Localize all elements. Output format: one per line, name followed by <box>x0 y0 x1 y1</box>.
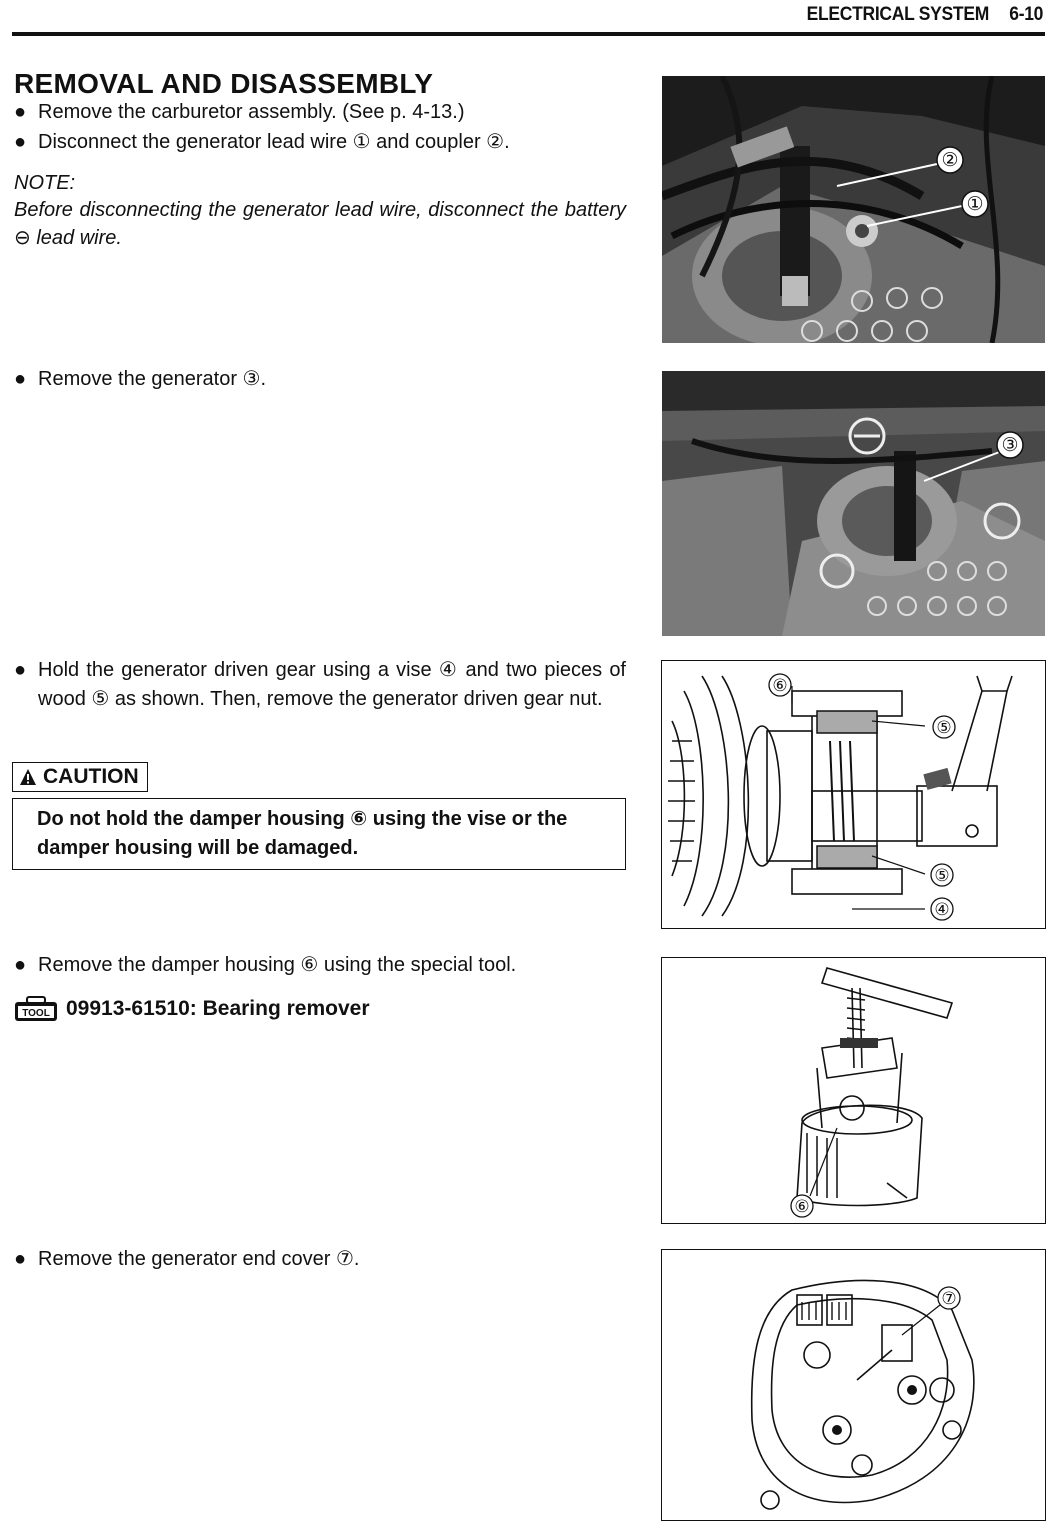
figure-bearing-remover-drawing <box>661 957 1046 1224</box>
header-rule <box>12 32 1045 36</box>
bullet-icon: ● <box>14 368 27 390</box>
caution-label <box>12 762 148 792</box>
callout-6: ⑥ <box>794 1197 810 1216</box>
bullet-icon: ● <box>14 131 27 153</box>
note-text-part: lead wire. <box>36 227 122 249</box>
bullet-icon: ● <box>14 954 27 976</box>
figure-lead-wire-photo <box>662 76 1045 343</box>
step-remove-end-cover <box>14 1245 626 1274</box>
step-text: Remove the generator end cover ⑦. <box>38 1248 360 1270</box>
step-text: Hold the generator driven gear using a vise ④ and two pieces of wood ⑤ as shown. Then, remove the generator driven gear nut. <box>38 659 626 710</box>
page-number: 6-10 <box>1009 4 1043 25</box>
step-disconnect-lead-wire <box>14 128 626 157</box>
note-text-part: Before disconnecting the generator lead wire, disconnect the battery <box>14 199 626 221</box>
bullet-icon: ● <box>14 1248 27 1270</box>
toolbox-icon <box>14 996 58 1022</box>
bullet-icon: ● <box>14 101 27 123</box>
callout-2: ② <box>941 150 959 171</box>
special-tool <box>14 996 370 1022</box>
tool-text: 09913-61510: Bearing remover <box>66 997 370 1020</box>
step-remove-damper-housing <box>14 951 626 980</box>
step-text: Remove the carburetor assembly. (See p. 4-13.) <box>38 101 465 123</box>
step-text: Remove the damper housing ⑥ using the special tool. <box>38 954 517 976</box>
callout-1: ① <box>966 194 984 215</box>
callout-6: ⑥ <box>772 676 788 695</box>
callout-5-top: ⑤ <box>936 718 952 737</box>
step-text: Disconnect the generator lead wire ① and coupler ②. <box>38 131 510 153</box>
section-title: REMOVAL AND DISASSEMBLY <box>14 68 434 99</box>
warning-triangle-icon <box>19 768 37 786</box>
callout-4: ④ <box>934 900 950 919</box>
page-header <box>806 4 1043 26</box>
note-label: NOTE: <box>14 172 76 194</box>
caution-label-text: CAUTION <box>43 765 139 788</box>
battery-minus-icon: ⊖ <box>14 227 31 249</box>
callout-7: ⑦ <box>941 1289 957 1308</box>
note-text <box>14 196 626 252</box>
section-name: ELECTRICAL SYSTEM <box>806 4 989 25</box>
step-remove-generator <box>14 365 626 394</box>
callout-3: ③ <box>1001 435 1019 456</box>
caution-text: Do not hold the damper housing ⑥ using the vise or the damper housing will be damaged. <box>37 808 568 859</box>
bullet-icon: ● <box>14 659 27 681</box>
callout-5-bottom: ⑤ <box>934 866 950 885</box>
step-remove-carburetor <box>14 98 626 127</box>
figure-end-cover-drawing <box>661 1249 1046 1521</box>
step-hold-driven-gear <box>14 656 626 714</box>
caution-box <box>12 798 626 870</box>
figure-generator-photo <box>662 371 1045 636</box>
step-text: Remove the generator ③. <box>38 368 267 390</box>
figure-vise-drawing <box>661 660 1046 929</box>
svg-text:TOOL: TOOL <box>22 1008 50 1019</box>
